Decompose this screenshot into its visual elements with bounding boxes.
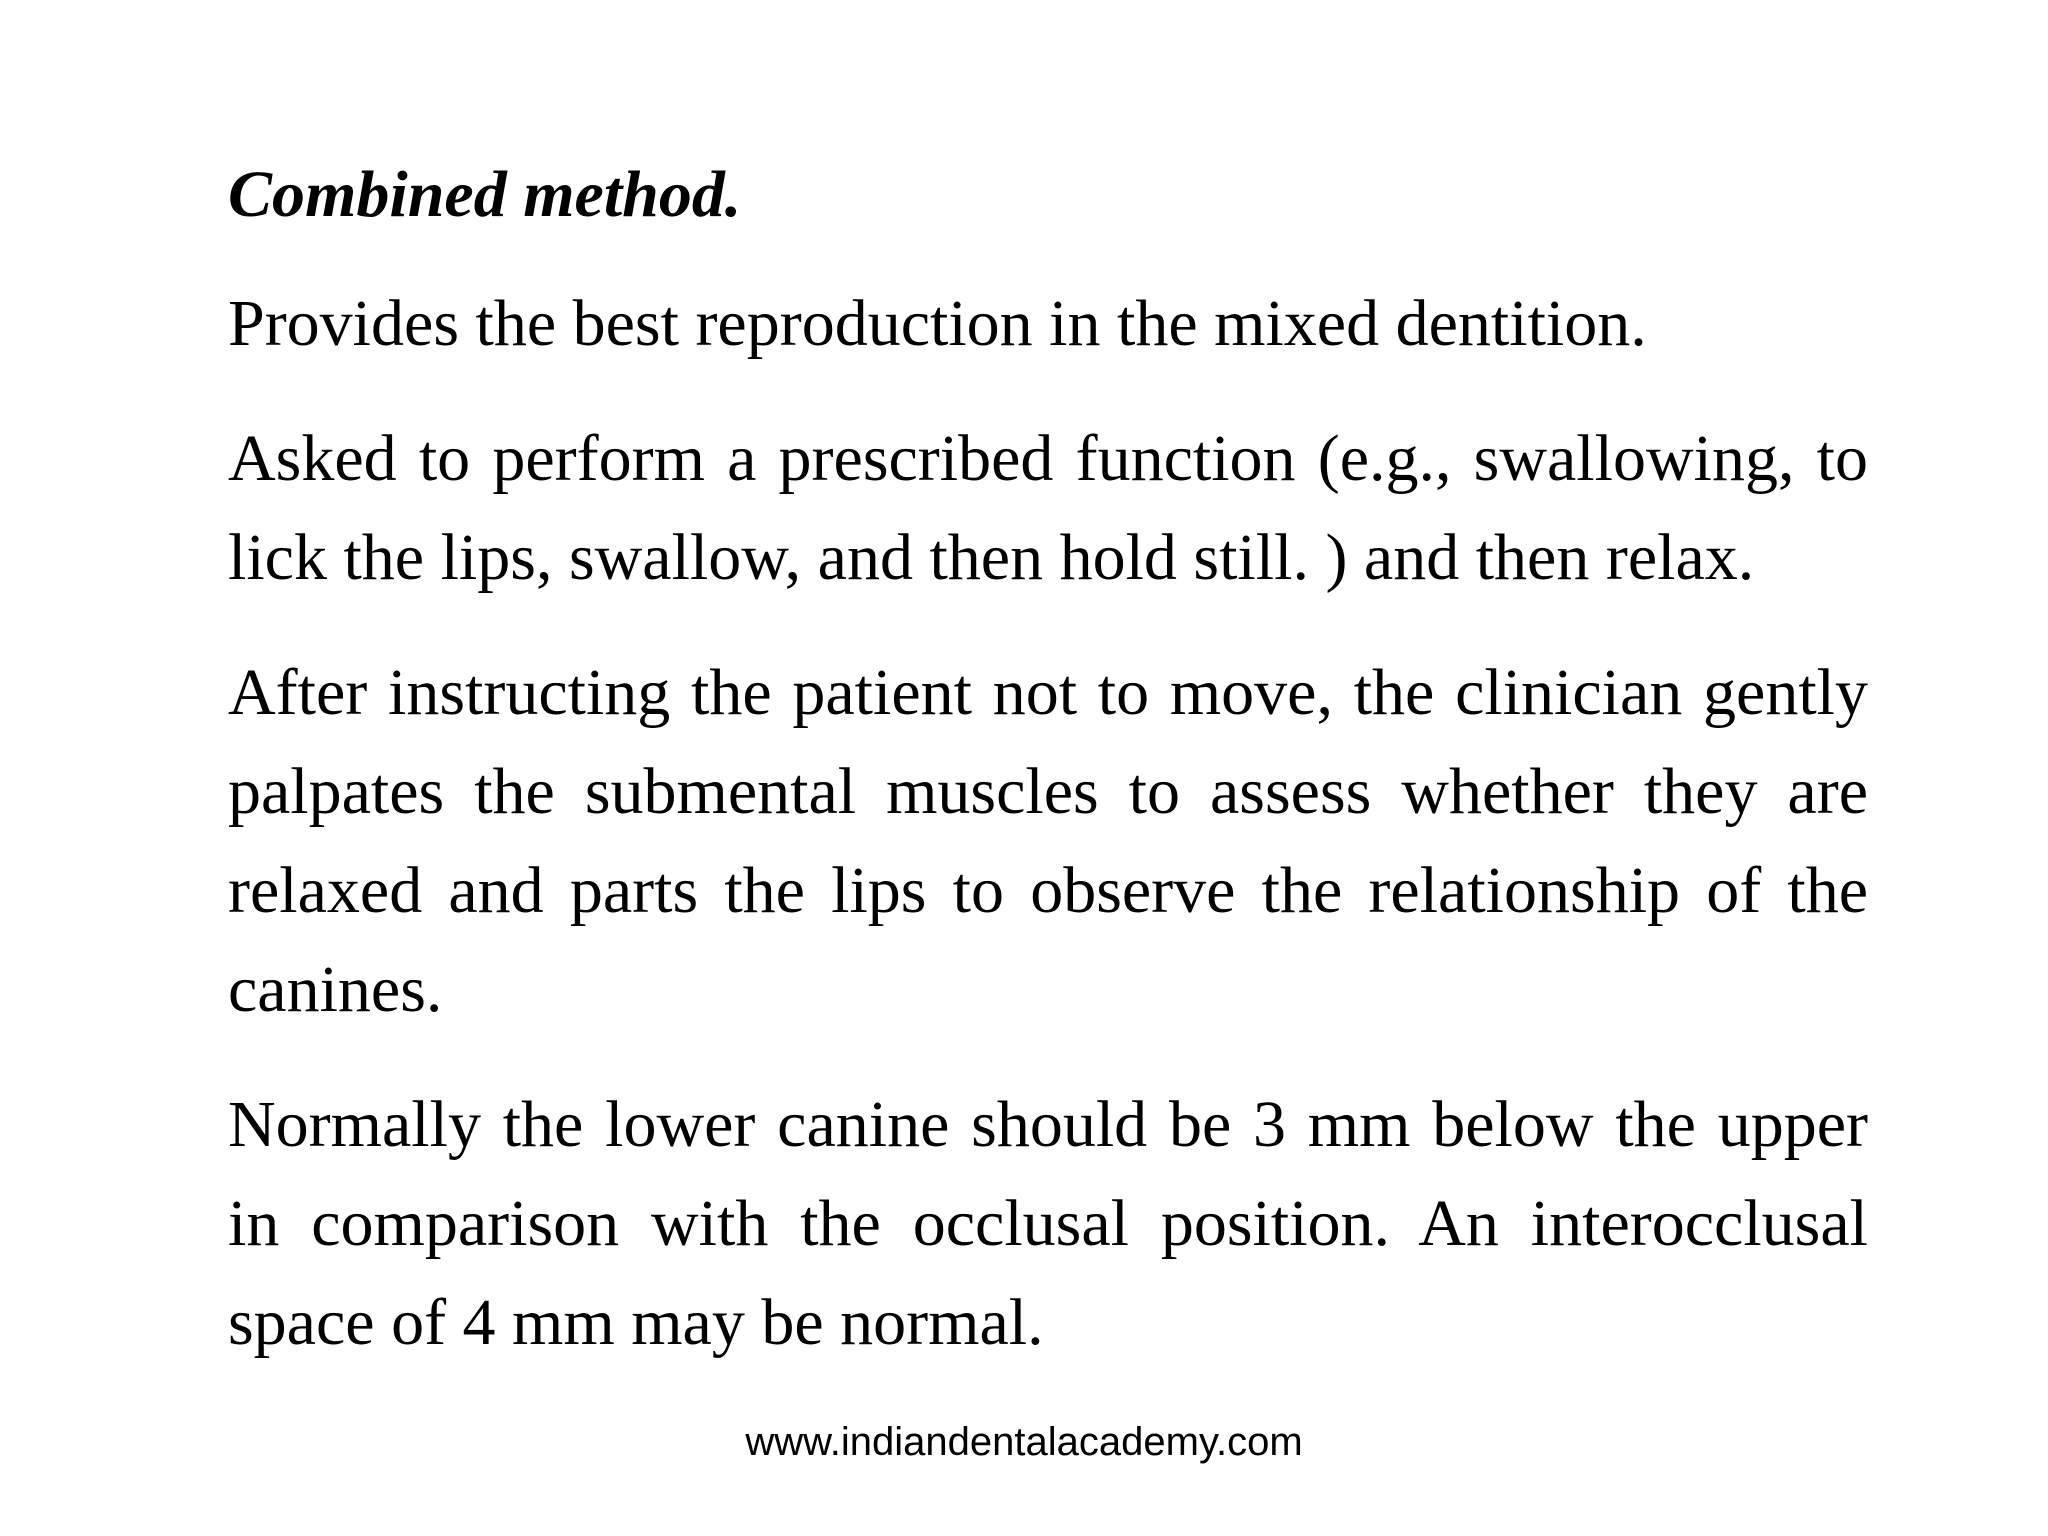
slide-content — [228, 150, 1868, 1372]
paragraph-mixed-dentition: Provides the best reproduction in the mixed dentition. — [228, 287, 1647, 360]
watermark-url: www.indiandentalacademy.com — [745, 1420, 1303, 1464]
paragraph-prescribed-function: Asked to perform a prescribed function (e.g., swallowing, to lick the lips, swallow, and then hold still. ) and then relax. — [228, 422, 1868, 594]
paragraph-clinician-palpation: After instructing the patient not to move, the clinician gently palpates the submental muscles to assess whether they are relaxed and parts the lips to observe the relationship of the canines. — [228, 656, 1868, 1026]
paragraph-canine-relationship: Normally the lower canine should be 3 mm below the upper in comparison with the occlusal position. An interocclusal space of 4 mm may be normal. — [228, 1088, 1868, 1359]
slide-heading: Combined method. — [228, 158, 742, 231]
